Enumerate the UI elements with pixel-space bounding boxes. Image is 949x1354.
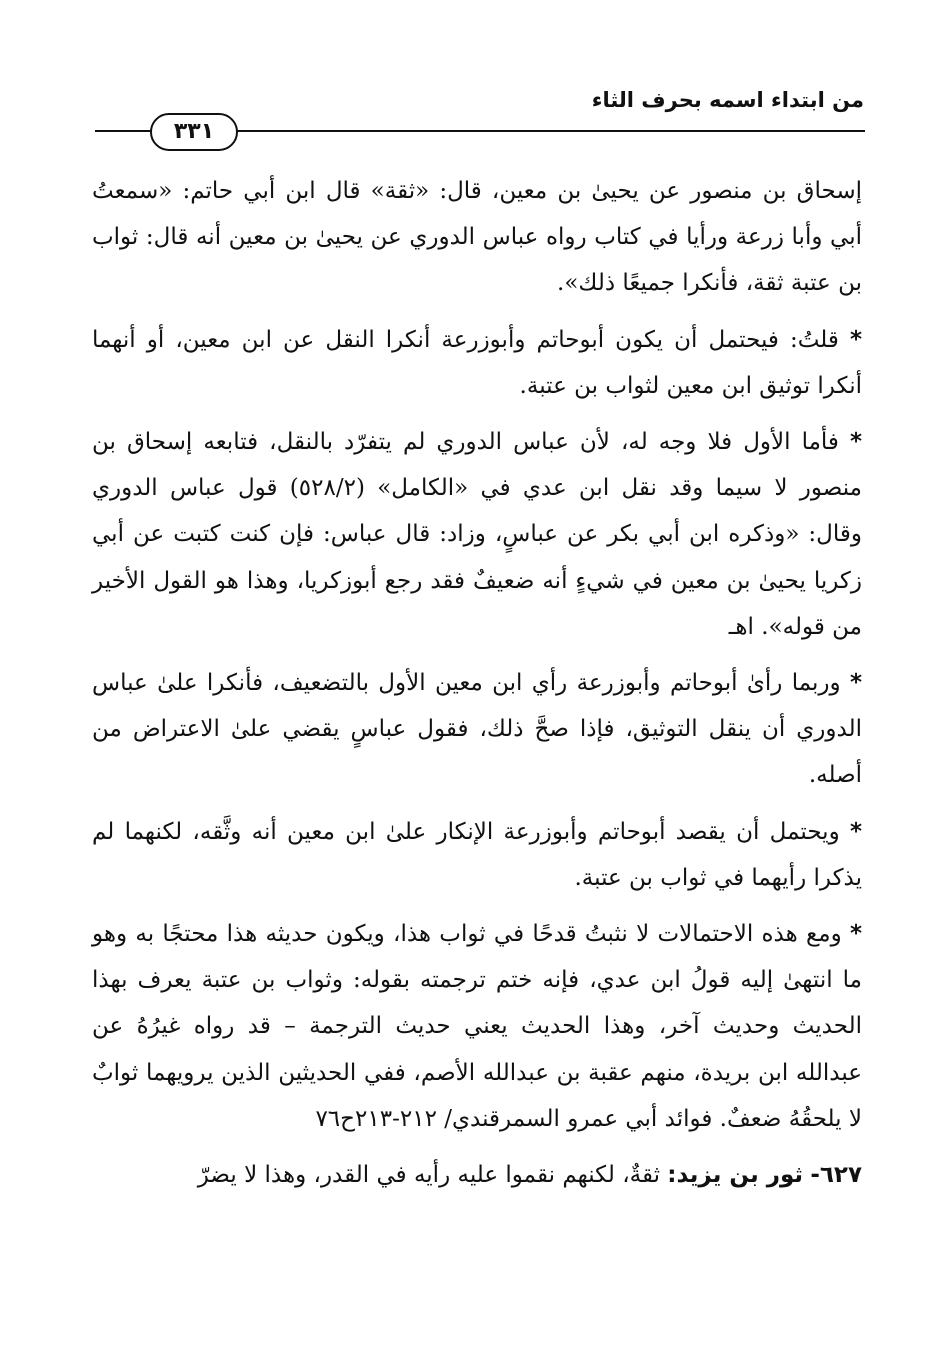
paragraph xyxy=(92,419,862,650)
paragraph xyxy=(92,317,862,409)
entry-number: ٦٢٧- xyxy=(810,1162,862,1189)
paragraph xyxy=(92,911,862,1142)
running-title: من ابتداء اسمه بحرف الثاء xyxy=(591,88,864,112)
paragraph xyxy=(92,660,862,799)
body-text xyxy=(92,168,862,1208)
entry-name: ثور بن يزيد: xyxy=(667,1162,804,1189)
paragraph xyxy=(92,809,862,901)
paragraph-text: قلتُ: فيحتمل أن يكون أبوحاتم وأبوزرعة أنكرا النقل عن ابن معين، أو أنهما أنكرا توثيق ابن معين لثواب بن عتبة. xyxy=(92,326,862,399)
bullet-marker: * xyxy=(849,818,863,845)
paragraph-text: وربما رأىٰ أبوحاتم وأبوزرعة رأي ابن معين الأول بالتضعيف، فأنكرا علىٰ عباس الدوري أن ينقل التوثيق، فإذا صحَّ ذلك، فقول عباسٍ يقضي علىٰ الاعتراض من أصله. xyxy=(92,670,862,789)
entry-text: ثقةٌ، لكنهم نقموا عليه رأيه في القدر، وهذا لا يضرّ xyxy=(197,1162,660,1189)
bullet-marker: * xyxy=(849,670,863,697)
paragraph-text: ومع هذه الاحتمالات لا نثبتُ قدحًا في ثواب هذا، ويكون حديثه هذا محتجًا به وهو ما انتهىٰ إليه قولُ ابن عدي، فإنه ختم ترجمته بقوله: وثواب بن عتبة يعرف بهذا الحديث وحديث آخر، وهذا الحديث يعني حديث الترجمة – قد رواه غيرُهُ عن عبدالله ابن بريدة، منهم عقبة بن عبدالله الأصم، ففي الحديثين الذين يرويهما ثوابٌ لا يلحقُهُ ضعفٌ. فوائد أبي عمرو السمرقندي/ ٢١٢-٢١٣ح٧٦ xyxy=(92,921,862,1132)
page-number: ٣٣١ xyxy=(150,113,238,151)
entry-paragraph xyxy=(92,1152,862,1198)
paragraph-text: ويحتمل أن يقصد أبوحاتم وأبوزرعة الإنكار علىٰ ابن معين أنه وثَّقه، لكنهما لم يذكرا رأيهما في ثواب بن عتبة. xyxy=(92,818,862,891)
bullet-marker: * xyxy=(849,429,862,456)
bullet-marker: * xyxy=(849,326,862,353)
paragraph: إسحاق بن منصور عن يحيىٰ بن معين، قال: «ثقة» قال ابن أبي حاتم: «سمعتُ أبي وأبا زرعة ورأيا في كتاب رواه عباس الدوري عن يحيىٰ بن معين أنه قال: ثواب بن عتبة ثقة، فأنكرا جميعًا ذلك». xyxy=(92,178,862,297)
paragraph-text: فأما الأول فلا وجه له، لأن عباس الدوري لم يتفرّد بالنقل، فتابعه إسحاق بن منصور لا سيما وقد نقل ابن عدي في «الكامل» (٥٢٨/٢) قول عباس الدوري وقال: «وذكره ابن أبي بكر عن عباسٍ، وزاد: قال عباس: فإن كنت كتبت عن أبي زكريا يحيىٰ بن معين في شيءٍ أنه ضعيفٌ فقد رجع أبوزكريا، وهذا هو القول الأخير من قوله». اهـ xyxy=(92,429,862,640)
bullet-marker: * xyxy=(849,921,862,948)
